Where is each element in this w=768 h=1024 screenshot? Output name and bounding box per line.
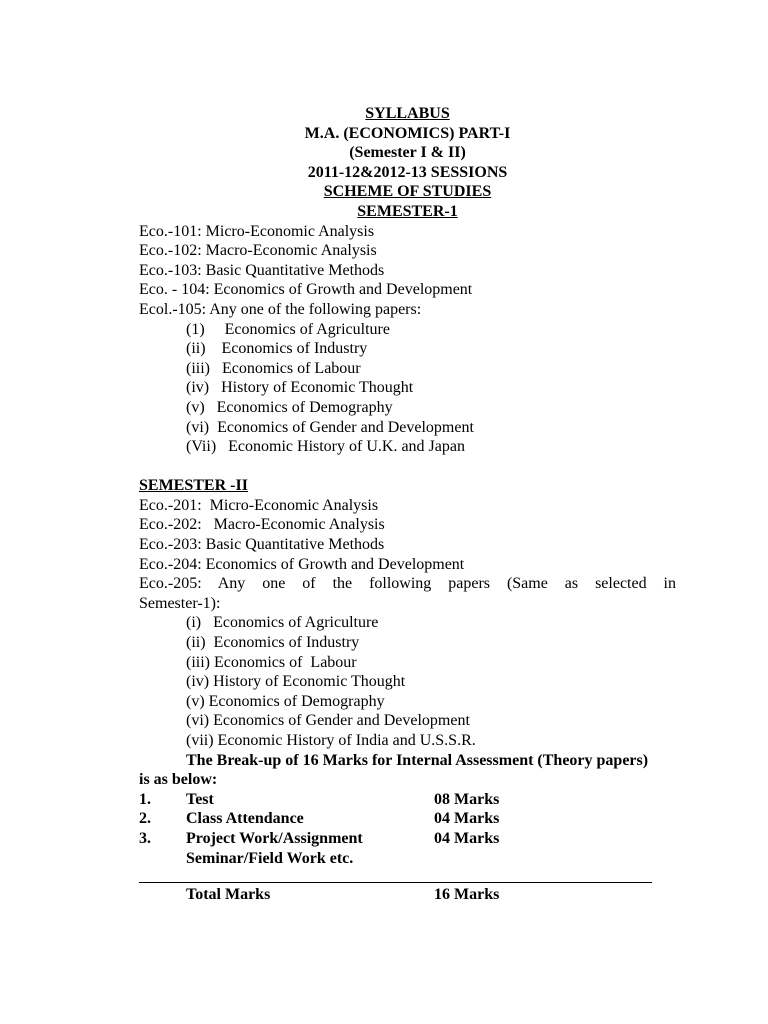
paper-203: Eco.-203: Basic Quantitative Methods (139, 536, 385, 554)
spacer (139, 457, 676, 477)
sem1-option: (ii) Economics of Industry (186, 340, 368, 358)
row-marks: 08 Marks (434, 790, 500, 808)
paper-101: Eco.-101: Micro-Economic Analysis (139, 222, 375, 240)
course-title: M.A. (ECONOMICS) PART-I (304, 124, 511, 142)
row-label: Class Attendance (186, 810, 304, 828)
row-label: Test (186, 790, 214, 808)
semester-2-heading: SEMESTER -II (139, 477, 248, 495)
marks-row (139, 829, 676, 849)
sem2-option: (iv) History of Economic Thought (186, 673, 406, 691)
row-label-cont: Seminar/Field Work etc. (186, 849, 354, 867)
title-syllabus: SYLLABUS (365, 105, 450, 122)
total-divider (139, 882, 652, 883)
paper-105: Ecol.-105: Any one of the following papers: (139, 300, 422, 318)
sem1-option: (1) Economics of Agriculture (186, 320, 390, 338)
breakup-intro: The Break-up of 16 Marks for Internal Assessment (Theory papers) (186, 751, 649, 769)
sem2-option: (iii) Economics of Labour (186, 653, 357, 671)
sem1-option: (vi) Economics of Gender and Development (186, 418, 474, 436)
paper-205: Eco.-205: Any one of the following papers (Same as selected in (139, 575, 676, 593)
total-marks: 16 Marks (434, 886, 500, 904)
breakup-intro-cont: is as below: (139, 771, 218, 789)
total-label: Total Marks (186, 886, 271, 904)
total-row (139, 885, 676, 905)
row-marks: 04 Marks (434, 829, 500, 847)
paper-102: Eco.-102: Macro-Economic Analysis (139, 242, 377, 260)
sem1-option: (iv) History of Economic Thought (186, 379, 414, 397)
semester-1-heading: SEMESTER-1 (357, 202, 458, 220)
scheme-heading: SCHEME OF STUDIES (323, 183, 492, 201)
row-marks: 04 Marks (434, 810, 500, 828)
sessions: 2011-12&2012-13 SESSIONS (307, 163, 508, 181)
row-number: 1. (139, 790, 151, 808)
paper-202: Eco.-202: Macro-Economic Analysis (139, 516, 385, 534)
marks-row-cont (139, 849, 676, 869)
sem1-option: (iii) Economics of Labour (186, 359, 361, 377)
marks-row (139, 790, 676, 810)
sem2-option: (vii) Economic History of India and U.S.S.R. (186, 732, 476, 749)
paper-201: Eco.-201: Micro-Economic Analysis (139, 496, 379, 514)
paper-103: Eco.-103: Basic Quantitative Methods (139, 261, 385, 279)
paper-104: Eco. - 104: Economics of Growth and Development (139, 281, 473, 299)
paper-205-cont: Semester-1): (139, 594, 221, 612)
row-number: 2. (139, 810, 151, 828)
marks-row (139, 809, 676, 829)
sem2-option: (ii) Economics of Industry (186, 634, 360, 652)
semester-range: (Semester I & II) (349, 144, 466, 162)
sem2-option: (i) Economics of Agriculture (186, 614, 379, 632)
syllabus-content (139, 104, 676, 905)
sem1-option: (v) Economics of Demography (186, 398, 393, 416)
sem1-option: (Vii) Economic History of U.K. and Japan (186, 438, 465, 456)
sem2-option: (v) Economics of Demography (186, 692, 385, 710)
row-number: 3. (139, 829, 151, 847)
paper-204: Eco.-204: Economics of Growth and Development (139, 555, 465, 573)
row-label: Project Work/Assignment (186, 829, 363, 847)
sem2-option: (vi) Economics of Gender and Development (186, 712, 470, 730)
